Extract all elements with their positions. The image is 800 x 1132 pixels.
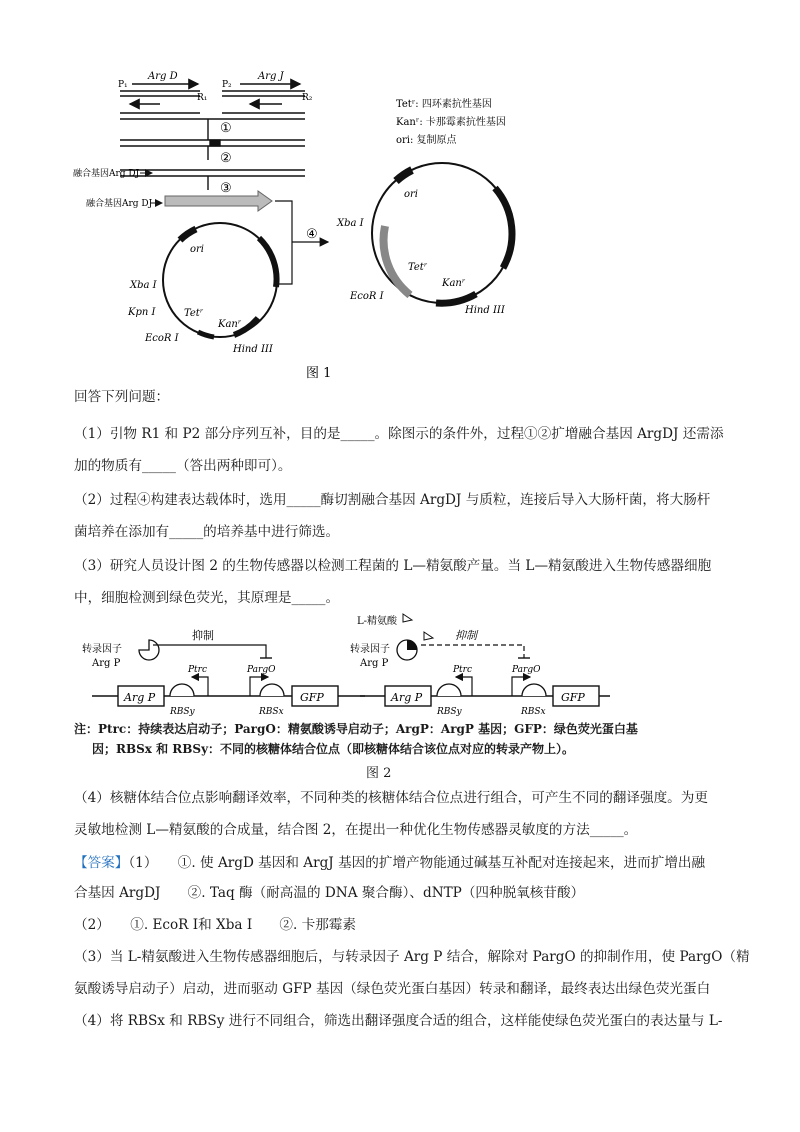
fig2-left-inhibit: 抑制 <box>192 629 214 642</box>
answer-1-line-1 <box>74 852 754 874</box>
plasmid-right-tet: Tetʳ <box>408 262 428 273</box>
answer-1-line-1-text: （1） ①. 使 ArgD 基因和 ArgJ 基因的扩增产物能通过碱基互补配对连接起来，进而扩增出融 <box>128 855 706 871</box>
fig2-right-ptrc: Ptrc <box>453 665 473 675</box>
fig2-left-rbsy: RBSy <box>170 707 195 717</box>
question-3-line-1: （3）研究人员设计图 2 的生物传感器以检测工程菌的 L—精氨酸产量。当 L—精氨酸进入生物传感器细胞 <box>74 558 712 574</box>
fig2-left-pargo: PargO <box>247 665 276 675</box>
figure-1-caption: 图 1 <box>306 366 332 381</box>
plasmid-left-eco: EcoR I <box>145 333 179 344</box>
fig2-right-rbsx: RBSx <box>521 707 546 717</box>
pcr-template-argd <box>120 84 200 104</box>
fusion-gene-label-2: 融合基因Arg DJ <box>86 199 153 209</box>
plasmid-right-eco: EcoR I <box>350 291 384 302</box>
figure-2-note-line-1: 注：Ptrc：持续表达启动子；PargO：精氨酸诱导启动子；ArgP：ArgP 基因；GFP：绿色荧光蛋白基 <box>74 722 638 736</box>
plasmid-right-ori: ori <box>404 189 418 200</box>
questions-intro: 回答下列问题： <box>74 389 170 405</box>
legend-ori: ori: 复制原点 <box>396 135 457 146</box>
fig2-left-argp-box: Arg P <box>124 691 156 704</box>
answer-tag: 【答案】 <box>74 855 129 871</box>
figure-1 <box>0 0 800 381</box>
figure-2-caption: 图 2 <box>366 766 392 781</box>
fig2-right-rbsy: RBSy <box>437 707 462 717</box>
legend-tet: Tetʳ: 四环素抗性基因 <box>396 99 492 110</box>
gene-argj-label: Arg J <box>258 71 284 82</box>
plasmid-left-ori: ori <box>190 244 204 255</box>
plasmid-left-kpn: Kpn I <box>128 307 156 318</box>
gene-argd-label: Arg D <box>148 71 178 82</box>
step-2: ② <box>220 151 232 166</box>
fig2-right-factor-label: 转录因子 <box>350 644 390 655</box>
step-1: ① <box>220 121 232 136</box>
answer-1-line-2: 合基因 ArgDJ ②. Taq 酶（耐高温的 DNA 聚合酶）、dNTP（四种脱氧核苷酸） <box>74 885 585 901</box>
fig2-right-factor-name: Arg P <box>360 658 389 669</box>
plasmid-left-xba: Xba I <box>130 280 157 291</box>
primer-p2: P₂ <box>222 80 232 90</box>
fig2-left-ptrc: Ptrc <box>188 665 208 675</box>
answer-3-line-1: （3）当 L-精氨酸进入生物传感器细胞后，与转录因子 Arg P 结合，解除对 PargO 的抑制作用，使 PargO（精 <box>74 949 750 965</box>
pcr-products <box>120 113 305 190</box>
fusion-gene-label-1: 融合基因Arg DJ <box>73 169 140 179</box>
question-2-line-2: 菌培养在添加有_____的培养基中进行筛选。 <box>74 524 340 540</box>
fig2-right-pargo: PargO <box>512 665 541 675</box>
legend-kan: Kanʳ: 卡那霉素抗性基因 <box>396 117 506 128</box>
fig2-left-argp-protein <box>139 640 159 660</box>
plasmid-right-hind: Hind III <box>465 305 505 316</box>
fig2-right-inhibit: 抑制 <box>455 629 477 642</box>
fig2-left-factor-label: 转录因子 <box>82 644 122 655</box>
plasmid-left-tet: Tetʳ <box>184 308 204 319</box>
primer-r2: R₂ <box>302 93 313 103</box>
pcr-template-argj <box>222 84 305 104</box>
question-1-line-1: （1）引物 R1 和 P2 部分序列互补，目的是_____。除图示的条件外，过程①②扩增融合基因 ArgDJ 还需添 <box>74 426 724 442</box>
primer-r1: R₁ <box>197 93 208 103</box>
ligation-connector <box>275 201 328 284</box>
answer-3-line-2: 氨酸诱导启动子）启动，进而驱动 GFP 基因（绿色荧光蛋白基因）转录和翻译，最终表达出绿色荧光蛋白 <box>74 981 711 997</box>
figure-2 <box>0 610 800 720</box>
step-3: ③ <box>220 181 232 196</box>
figure-2-note-line-2: 因；RBSx 和 RBSy：不同的核糖体结合位点（即核糖体结合该位点对应的转录产物上）。 <box>92 742 575 756</box>
question-2-line-1: （2）过程④构建表达载体时，选用_____酶切割融合基因 ArgDJ 与质粒，连接后导入大肠杆菌，将大肠杆 <box>74 492 711 508</box>
fig2-right-l-arg: L-精氨酸 <box>357 616 398 627</box>
question-3-line-2: 中，细胞检测到绿色荧光，其原理是_____。 <box>74 590 340 606</box>
plasmid-left-kan: Kanʳ <box>218 319 242 330</box>
fusion-gene-arrow <box>165 191 272 211</box>
question-1-line-2: 加的物质有_____（答出两种即可）。 <box>74 458 292 474</box>
fig2-right-argp-box: Arg P <box>391 691 423 704</box>
fig2-right-gfp-box: GFP <box>561 691 585 704</box>
plasmid-right-kan: Kanʳ <box>442 278 466 289</box>
fig2-left-rbsx: RBSx <box>259 707 284 717</box>
fig2-left-gfp-box: GFP <box>300 691 324 704</box>
plasmid-right-xba: Xba I <box>337 218 364 229</box>
answer-4: （4）将 RBSx 和 RBSy 进行不同组合，筛选出翻译强度合适的组合，这样能使绿色荧光蛋白的表达量与 L- <box>74 1013 723 1029</box>
fig2-left-factor-name: Arg P <box>92 658 121 669</box>
question-4-line-2: 灵敏地检测 L—精氨酸的合成量，结合图 2，在提出一种优化生物传感器灵敏度的方法_____。 <box>74 822 638 838</box>
answer-2: （2） ①. EcoR I和 Xba I ②. 卡那霉素 <box>74 917 356 933</box>
primer-p1: P₁ <box>118 80 128 90</box>
plasmid-left-hind: Hind III <box>233 344 273 355</box>
question-4-line-1: （4）核糖体结合位点影响翻译效率，不同种类的核糖体结合位点进行组合，可产生不同的翻译强度。为更 <box>74 790 708 806</box>
step-4: ④ <box>306 227 318 242</box>
